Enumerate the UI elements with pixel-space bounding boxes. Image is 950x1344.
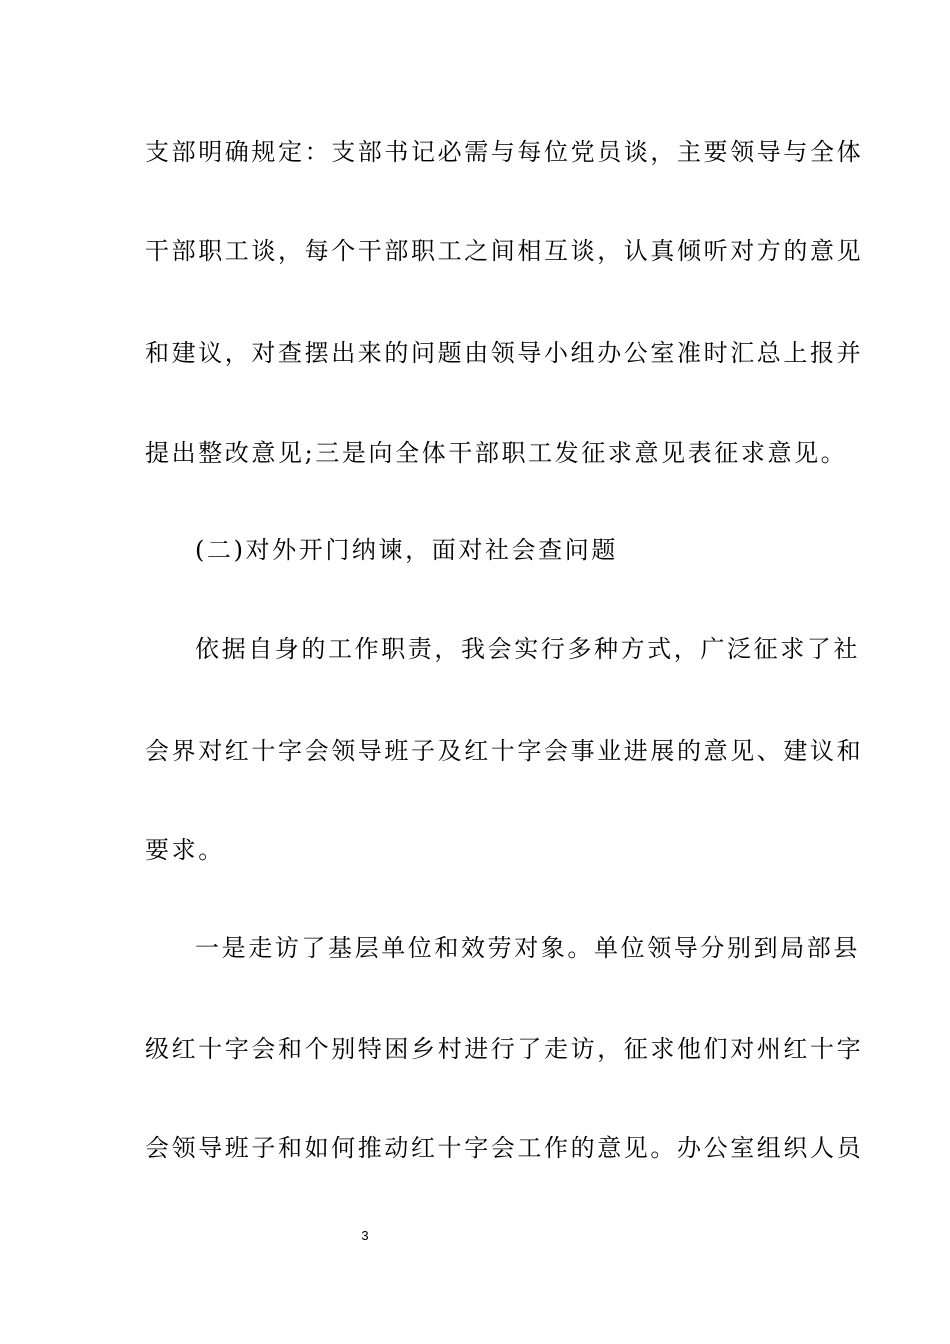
body-text-line: 级红十字会和个别特困乡村进行了走访，征求他们对州红十字 [145,1035,864,1063]
body-text-line: 干部职工谈，每个干部职工之间相互谈，认真倾听对方的意见 [145,237,864,265]
body-text-line: 会领导班子和如何推动红十字会工作的意见。办公室组织人员 [145,1134,864,1162]
body-text-line: 支部明确规定：支部书记必需与每位党员谈，主要领导与全体 [145,138,864,166]
body-text-line: 提出整改意见;三是向全体干部职工发征求意见表征求意见。 [145,439,848,467]
body-text-line: 一是走访了基层单位和效劳对象。单位领导分别到局部县 [195,934,860,962]
body-text-line: 会界对红十字会领导班子及红十字会事业进展的意见、建议和 [145,737,864,765]
page-number: 3 [361,1228,369,1243]
body-text-line: 依据自身的工作职责，我会实行多种方式，广泛征求了社 [195,635,860,663]
body-text-line: 和建议，对查摆出来的问题由领导小组办公室准时汇总上报并 [145,339,864,367]
section-heading: (二)对外开门纳谏，面对社会查问题 [195,536,618,564]
body-text-line: 要求。 [145,836,225,864]
